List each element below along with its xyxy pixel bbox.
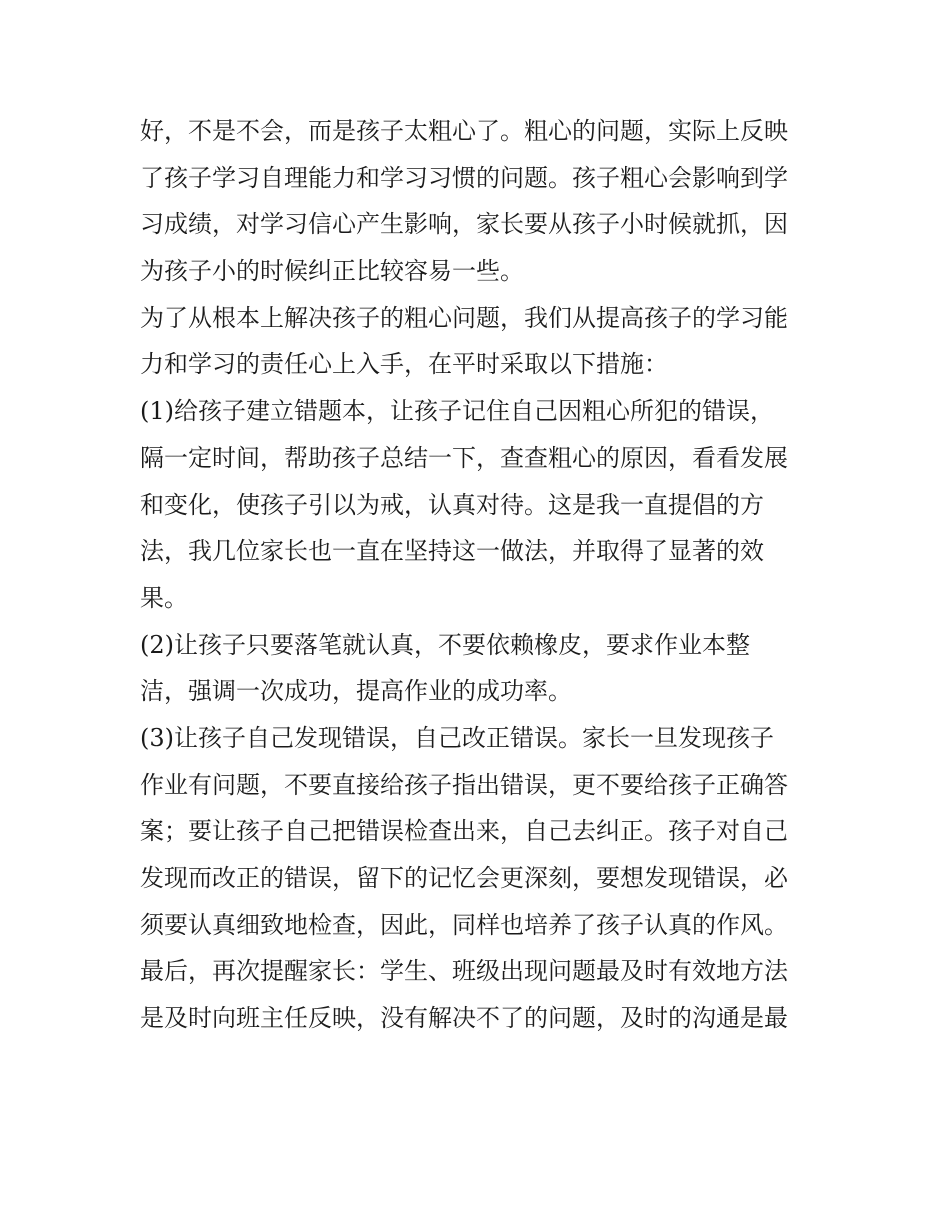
- text-line: 了孩子学习自理能力和学习习惯的问题。孩子粗心会影响到学: [140, 163, 788, 192]
- text-line: 习成绩，对学习信心产生影响，家长要从孩子小时候就抓，因: [140, 210, 788, 239]
- text-line: 作业有问题，不要直接给孩子指出错误，更不要给孩子正确答: [140, 770, 788, 799]
- text-line: 须要认真细致地检查，因此，同样也培养了孩子认真的作风。: [140, 910, 788, 939]
- text-line: 案；要让孩子自己把错误检查出来，自己去纠正。孩子对自己: [140, 817, 788, 846]
- text-line: 和变化，使孩子引以为戒，认真对待。这是我一直提倡的方: [140, 490, 764, 519]
- text-line: 力和学习的责任心上入手，在平时采取以下措施：: [140, 350, 668, 379]
- text-line: (2)让孩子只要落笔就认真，不要依赖橡皮，要求作业本整: [140, 630, 750, 659]
- text-line: 法，我几位家长也一直在坚持这一做法，并取得了显著的效: [140, 537, 764, 566]
- body-text: [140, 108, 820, 1042]
- text-line: (1)给孩子建立错题本，让孩子记住自己因粗心所犯的错误，: [140, 397, 774, 426]
- text-line: 好，不是不会，而是孩子太粗心了。粗心的问题，实际上反映: [140, 117, 788, 145]
- text-line: 果。: [140, 583, 188, 612]
- text-line: 最后，再次提醒家长：学生、班级出现问题最及时有效地方法: [140, 957, 788, 986]
- text-line: 是及时向班主任反映，没有解决不了的问题，及时的沟通是最: [140, 1004, 788, 1033]
- text-line: 隔一定时间，帮助孩子总结一下，查查粗心的原因，看看发展: [140, 443, 788, 472]
- text-line: 为孩子小的时候纠正比较容易一些。: [140, 257, 524, 286]
- text-line: (3)让孩子自己发现错误，自己改正错误。家长一旦发现孩子: [140, 723, 774, 752]
- text-line: 洁，强调一次成功，提高作业的成功率。: [140, 677, 572, 706]
- text-line: 为了从根本上解决孩子的粗心问题，我们从提高孩子的学习能: [140, 303, 788, 332]
- text-line: 发现而改正的错误，留下的记忆会更深刻，要想发现错误，必: [140, 864, 788, 892]
